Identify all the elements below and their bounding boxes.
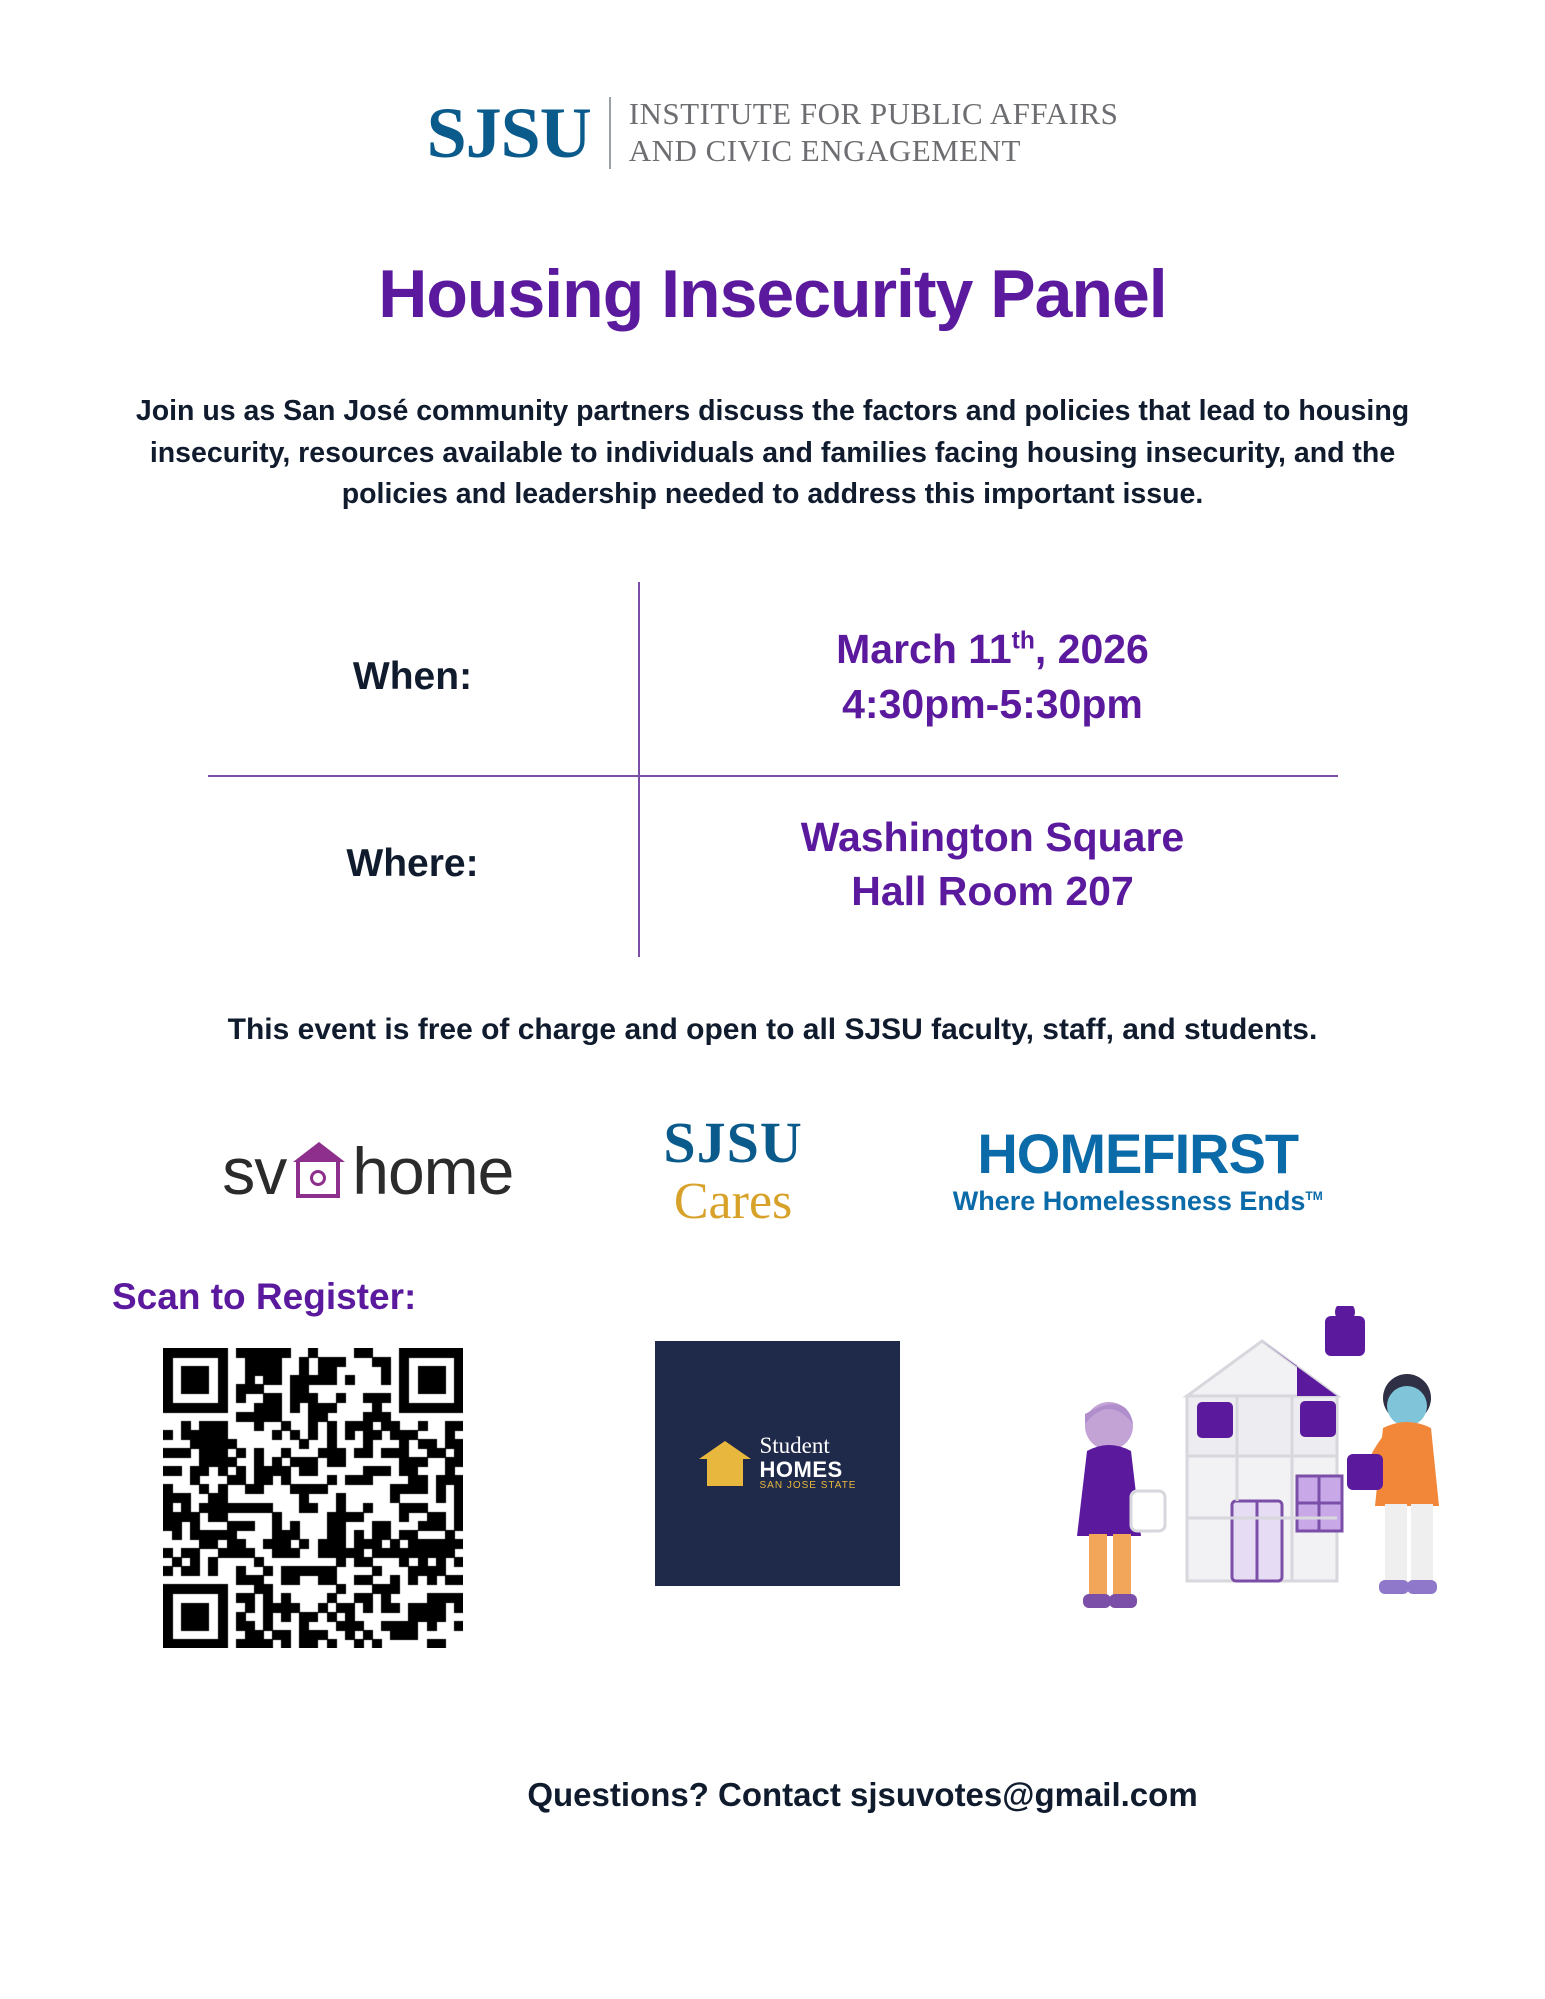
svahome-prefix: sv	[222, 1133, 287, 1208]
sjsu-cares-line1: SJSU	[663, 1109, 803, 1175]
student-homes-line2: HOMES	[759, 1457, 843, 1483]
page-title: Housing Insecurity Panel	[378, 256, 1167, 333]
svahome-suffix: home	[352, 1133, 514, 1208]
where-value	[638, 810, 1338, 919]
when-date-ordinal: th	[1011, 627, 1035, 655]
when-value	[638, 622, 1338, 731]
free-of-charge-note: This event is free of charge and open to all SJSU faculty, staff, and students.	[227, 1012, 1318, 1046]
sjsu-wordmark: SJSU	[426, 92, 591, 173]
sjsu-cares-logo	[663, 1109, 803, 1230]
homefirst-tagline: Where Homelessness Ends	[952, 1186, 1306, 1217]
detail-row-when	[208, 582, 1338, 772]
when-date	[648, 622, 1338, 677]
where-line1: Washington Square	[800, 813, 1185, 860]
sjsu-ipace-logo	[0, 0, 1545, 173]
sponsor-logos	[0, 1109, 1545, 1230]
student-homes-house-icon	[699, 1437, 751, 1489]
logo-divider	[609, 97, 611, 169]
details-vertical-rule	[638, 582, 640, 957]
when-date-prefix: March 11	[836, 626, 1012, 673]
homefirst-logo	[952, 1122, 1323, 1217]
student-homes-line3: SAN JOSE STATE	[759, 1480, 857, 1492]
trademark-mark: TM	[1305, 1189, 1323, 1204]
homefirst-line2	[953, 1188, 1323, 1215]
homefirst-line1: HOMEFIRST	[977, 1122, 1299, 1186]
detail-row-where	[208, 772, 1338, 957]
student-homes-logo	[655, 1341, 900, 1586]
logo-institute-text	[629, 96, 1119, 169]
house-icon	[288, 1140, 350, 1202]
bottom-section	[0, 1276, 1545, 1836]
qr-code[interactable]	[163, 1348, 463, 1648]
where-line2: Hall Room 207	[851, 868, 1134, 915]
event-details	[208, 582, 1338, 957]
puzzle-house-illustration	[1047, 1306, 1477, 1636]
details-horizontal-rule	[208, 775, 1338, 777]
svahome-logo	[222, 1133, 513, 1209]
when-time: 4:30pm-5:30pm	[842, 680, 1143, 727]
logo-institute-line2: AND CIVIC ENGAGEMENT	[628, 132, 1021, 168]
sjsu-cares-line2: Cares	[673, 1172, 793, 1230]
student-homes-line1: Student	[759, 1433, 830, 1459]
when-date-suffix: , 2026	[1034, 626, 1149, 673]
where-label: Where:	[346, 842, 479, 886]
when-label: When:	[352, 654, 473, 698]
contact-line: Questions? Contact sjsuvotes@gmail.com	[527, 1775, 1198, 1813]
scan-to-register-label: Scan to Register:	[112, 1275, 417, 1317]
intro-paragraph: Join us as San José community partners discuss the factors and policies that lead to housing insecurity, resources available to individuals and families facing housing insecurity, and the policies and leadership needed to address this important issue.	[135, 395, 1410, 511]
logo-institute-line1: INSTITUTE FOR PUBLIC AFFAIRS	[628, 96, 1119, 131]
